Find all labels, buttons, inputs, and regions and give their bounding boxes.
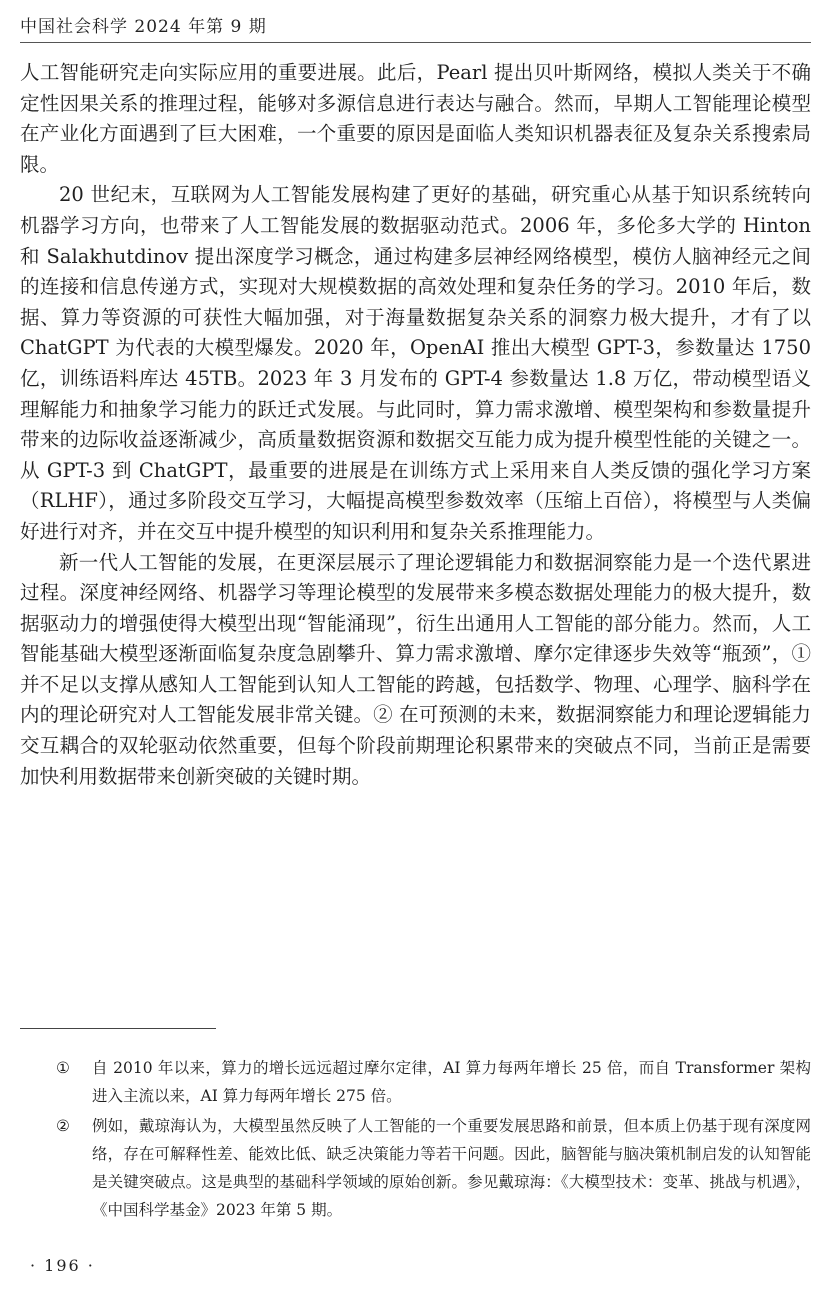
paragraph-1: 人工智能研究走向实际应用的重要进展。此后，Pearl 提出贝叶斯网络，模拟人类关于不确定性因果关系的推理过程，能够对多源信息进行表达与融合。然而，早期人工智能理论模型在产业化方面遇到了巨大困难，一个重要的原因是面临人类知识机器表征及复杂关系搜索局限。 [20, 61, 811, 176]
header-divider [20, 42, 811, 43]
page-number: · 196 · [30, 1256, 95, 1275]
running-head: 中国社会科学 2024 年第 9 期 [20, 17, 267, 37]
footnote-divider [20, 1028, 216, 1029]
footnote-ref-1: ① [791, 642, 811, 666]
footnote-2 [56, 1112, 811, 1224]
article-body [20, 58, 811, 792]
footnote-ref-2: ② [373, 703, 393, 727]
footnote-1-mark: ① [56, 1059, 70, 1077]
paragraph-3-part-3: 在可预测的未来，数据洞察能力和理论逻辑能力交互耦合的双轮驱动依然重要，但每个阶段前期理论积累带来的突破点不同，当前正是需要加快利用数据带来创新突破的关键时期。 [20, 703, 811, 788]
footnote-2-mark: ② [56, 1117, 70, 1135]
paragraph-3-part-2: 并不足以支撑从感知人工智能到认知人工智能的跨越，包括数学、物理、心理学、脑科学在内的理论研究对人工智能发展非常关键。 [20, 672, 811, 727]
footnotes [56, 1054, 811, 1226]
paragraph-3 [20, 548, 811, 793]
footnote-2-text: 例如，戴琼海认为，大模型虽然反映了人工智能的一个重要发展思路和前景，但本质上仍基于现有深度网络，存在可解释性差、能效比低、缺乏决策能力等若干问题。因此，脑智能与脑决策机制启发的认知智能是关键突破点。这是典型的基础科学领域的原始创新。参见戴琼海：《大模型技术：变革、挑战与机遇》，《中国科学基金》2023 年第 5 期。 [92, 1117, 811, 1219]
footnote-1-text: 自 2010 年以来，算力的增长远远超过摩尔定律，AI 算力每两年增长 25 倍，而自 Transformer 架构进入主流以来，AI 算力每两年增长 275 倍。 [92, 1059, 811, 1105]
paragraph-2: 20 世纪末，互联网为人工智能发展构建了更好的基础，研究重心从基于知识系统转向机器学习方向，也带来了人工智能发展的数据驱动范式。2006 年，多伦多大学的 Hinton 和 Salakhutdinov 提出深度学习概念，通过构建多层神经网络模型，模仿人脑神经元之间的连接和信息传递方式，实现对大规模数据的高效处理和复杂任务的学习。2010 年后，数据、算力等资源的可获性大幅加强，对于海量数据复杂关系的洞察力极大提升，才有了以 ChatGPT 为代表的大模型爆发。2020 年，OpenAI 推出大模型 GPT-3，参数量达 1750 亿，训练语料库达 45TB。2023 年 3 月发布的 GPT-4 参数量达 1.8 万亿，带动模型语义理解能力和抽象学习能力的跃迁式发展。与此同时，算力需求激增、模型架构和参数量提升带来的边际收益逐渐减少，高质量数据资源和数据交互能力成为提升模型性能的关键之一。从 GPT-3 到 ChatGPT，最重要的进展是在训练方式上采用来自人类反馈的强化学习方案（RLHF），通过多阶段交互学习，大幅提高模型参数效率（压缩上百倍），将模型与人类偏好进行对齐，并在交互中提升模型的知识利用和复杂关系推理能力。 [20, 183, 811, 543]
paragraph-3-part-1: 新一代人工智能的发展，在更深层展示了理论逻辑能力和数据洞察能力是一个迭代累进过程。深度神经网络、机器学习等理论模型的发展带来多模态数据处理能力的极大提升，数据驱动力的增强使得大模型出现“智能涌现”，衍生出通用人工智能的部分能力。然而，人工智能基础大模型逐渐面临复杂度急剧攀升、算力需求激增、摩尔定律逐步失效等“瓶颈”， [20, 550, 811, 666]
footnote-1 [56, 1054, 811, 1110]
